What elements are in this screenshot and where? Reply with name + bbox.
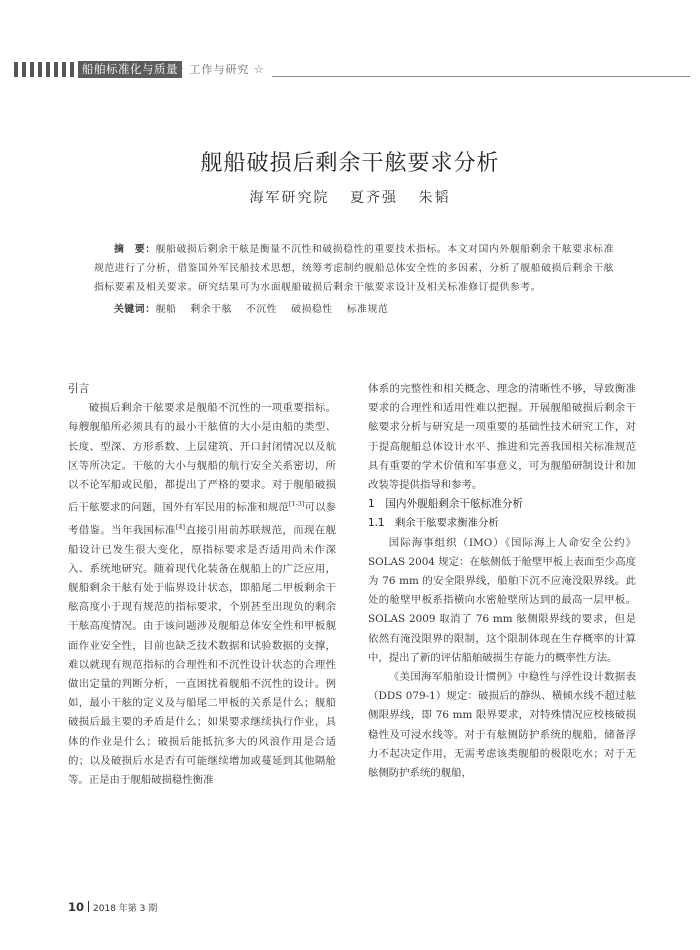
body-paragraph: 破损后剩余干舷要求是舰船不沉性的一项重要指标。每艘舰船所必须具有的最小干舷值的大小是由船的类型、长度、型深、方形系数、上层建筑、开口封闭情况以及航区等所决定。干舷的大小与舰船的航行安全关系密切，所以不论军船或民船，都提出了严格的要求。对于舰船破损后干舷要求的问题，国外有军民用的标准和规范[1-3]可以参考借鉴。当年我国标准[4]直接引用前苏联规范，而现在舰船设计已发生很大变化，原指标要求是否适用尚未作深入、系统地研究。随着现代化装备在舰船上的广泛应用，舰船剩余干舷有处于临界设计状态，即船尾二甲板剩余干舷高度小于现有规范的指标要求，个别甚至出现负的剩余干舷高度情况。由于该问题涉及舰船总体安全性和甲板舰面作业安全性，目前也缺乏技术数据和试验数据的支撑，难以就现有规范指标的合理性和不沉性设计状态的合理性做出定量的判断分析，一直困扰着舰船不沉性的设计。例如，最小干舷的定义及与船尾二甲板的关系是什么；舰船破损后最主要的矛盾是什么；如果要求继续执行作业，具体的作业是什么；破损后能抵抗多大的风浪作用是合适的；以及破损后水是否有可能继续增加或蔓延到其他隔舱等。正是由于舰船破损稳性衡准 xyxy=(68,402,337,786)
page-footer xyxy=(68,896,157,915)
keyword: 舰船 xyxy=(155,304,177,315)
abstract-paragraph xyxy=(94,240,614,297)
keyword: 标准规范 xyxy=(346,304,389,315)
header-stripes-decoration xyxy=(14,62,80,77)
author-name: 朱韬 xyxy=(418,190,451,206)
left-column xyxy=(68,380,336,790)
footer-divider xyxy=(88,901,89,912)
citation: [1-3] xyxy=(288,500,305,509)
section-heading-1-1: 1.1 剩余干舷要求衡准分析 xyxy=(368,517,499,530)
author-name: 夏齐强 xyxy=(350,190,398,206)
keyword: 不沉性 xyxy=(245,304,278,315)
section-heading-intro: 引言 xyxy=(68,383,90,395)
page-number: 10 xyxy=(68,900,85,914)
issue-label: 2018 年第 3 期 xyxy=(93,904,158,914)
citation: [4] xyxy=(175,522,186,531)
article-title: 舰船破损后剩余干舷要求分析 xyxy=(200,151,500,176)
running-header xyxy=(14,60,690,80)
header-rule xyxy=(272,76,690,77)
abstract-block xyxy=(94,240,614,319)
keyword: 破损稳性 xyxy=(291,304,333,315)
body-paragraph: 体系的完整性和相关概念、理念的清晰性不够，导致衡准要求的合理性和适用性难以把握。开展舰船破损后剩余干舷要求分析与研究是一项重要的基础性技术研究工作，对于提高舰船总体设计水平、推进和完善我国相关标准规范具有重要的学术价值和军事意义，可为舰船研制设计和加改装等提供指导和参考。 xyxy=(368,383,636,492)
journal-subcategory: ☆ 工作与研究 ☆ xyxy=(174,63,265,76)
body-paragraph: 《美国海军船舶设计惯例》中稳性与浮性设计数据表（DDS 079-1）规定：破损后的静纵、横倾水线不超过舷侧限界线，即 76 mm 限界要求，对特殊情况应校核破损稳性及可浸水线等。对于有舷侧防护系统的舰船，储备浮力不起决定作用，无需考虑该类舰船的极限吃水；对于无舷侧防护系统的舰船， xyxy=(368,671,636,780)
abstract-text: 舰船破损后剩余干舷是衡量不沉性和破损稳性的重要技术指标。本文对国内外舰船剩余干舷要求标准规范进行了分析，借鉴国外军民船技术思想，统筹考虑制约舰船总体安全性的多因素，分析了舰船破损后剩余干舷指标要素及相关要求。研究结果可为水面舰船破损后剩余干舷要求设计及相关标准修订提供参考。 xyxy=(94,244,614,293)
section-heading-1: 1 国内外舰船剩余干舷标准分析 xyxy=(368,498,524,511)
journal-category: 船舶标准化与质量 xyxy=(78,61,182,78)
keywords-line xyxy=(114,300,614,319)
body-paragraph: 国际海事组织（IMO）《国际海上人命安全公约》SOLAS 2004 规定：在舷侧低于舱壁甲板上表面至少高度为 76 mm 的安全限界线，船舶下沉不应淹没限界线。此处的舱壁甲板系指横向水密舱壁所达到的最高一层甲板。SOLAS 2009 取消了 76 mm 舷侧限界线的要求，但是依然有淹没限界的限制，这个限制体现在生存概率的计算中，提出了新的评估船舶破损生存能力的概率性方法。 xyxy=(368,536,636,664)
keywords-label: 关键词： xyxy=(114,304,156,315)
keyword: 剩余干舷 xyxy=(190,304,232,315)
affiliation: 海军研究院 xyxy=(249,190,330,206)
abstract-label: 摘 要： xyxy=(114,244,156,255)
right-column xyxy=(368,380,636,783)
author-line xyxy=(0,187,700,207)
